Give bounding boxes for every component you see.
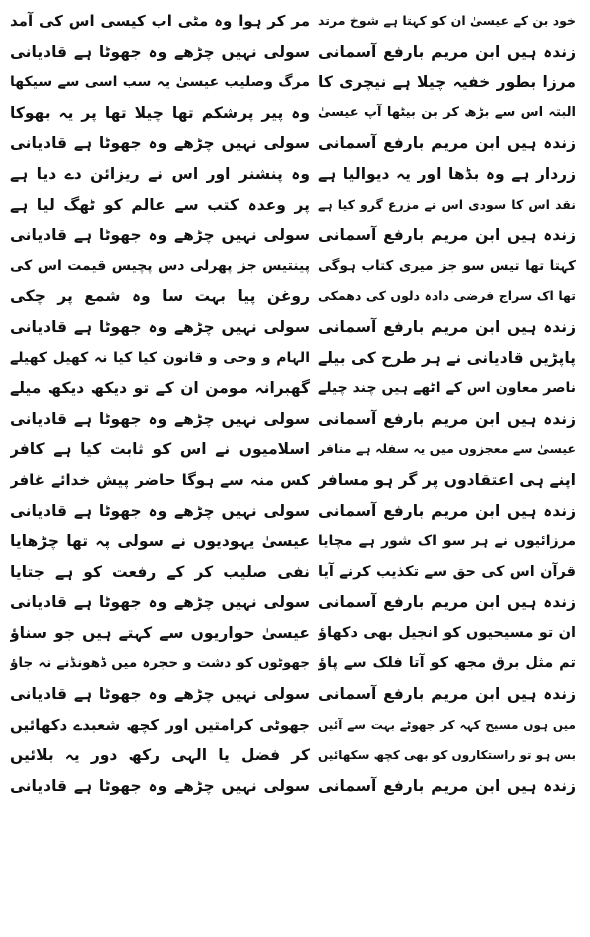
left-verse-line: پر وعدہ کتب سے عالم کو ٹھگ لیا ہے bbox=[10, 195, 310, 214]
left-verse-line: اسلامیوں نے اس کو ثابت کیا ہے کافر bbox=[10, 440, 310, 459]
left-verse-line: گھبرانہ مومن ان کے تو دیکھ دیکھ میلے bbox=[10, 379, 310, 398]
left-verse-line: مر کر ہوا وہ مٹی اب کیسی اس کی آمد bbox=[10, 12, 310, 30]
right-verse-line: عیسیٰ سے معجزوں میں یہ سفلہ ہے منافر bbox=[318, 441, 576, 457]
right-verse-line: نقد اس کا سودی اس نے مزرع گرو کیا ہے bbox=[318, 196, 576, 212]
left-verse-line: جھوٹوں کو دشت و حجرہ میں ڈھونڈنے نہ جاؤ bbox=[10, 655, 310, 672]
right-verse-line: خود بن کے عیسیٰ ان کو کہتا ہے شوخ مرتد bbox=[318, 13, 576, 28]
left-verse-line: سولی نہیں چڑھے وہ جھوٹا ہے قادیانی bbox=[10, 134, 310, 153]
right-verse-line: زندہ ہیں ابن مریم بارفع آسمانی bbox=[318, 409, 576, 428]
left-verse-line: سولی نہیں چڑھے وہ جھوٹا ہے قادیانی bbox=[10, 593, 310, 612]
right-verse-line: ناصر معاون اس کے اٹھے ہیں چند چیلے bbox=[318, 380, 576, 397]
right-verse-line: اپنے ہی اعتقادوں پر گر ہو مسافر bbox=[318, 470, 576, 489]
right-verse-line: البتہ اس سے بڑھ کر بن بیٹھا آپ عیسیٰ bbox=[318, 104, 576, 120]
right-verse-line: مرزائیوں نے ہر سو اک شور ہے مچایا bbox=[318, 533, 576, 550]
left-verse-line: نفی صلیب کر کے رفعت کو ہے جتایا bbox=[10, 562, 310, 581]
left-verse-line: پینتیس جز پھرلی دس پچیس قیمت اس کی bbox=[10, 257, 310, 274]
right-verse-line: پاپڑیں قادیانی نے ہر طرح کی بیلے bbox=[318, 348, 576, 367]
right-verse-line: زندہ ہیں ابن مریم بارفع آسمانی bbox=[318, 226, 576, 245]
right-verse-line: زندہ ہیں ابن مریم بارفع آسمانی bbox=[318, 501, 576, 520]
right-verse-line: زندہ ہیں ابن مریم بارفع آسمانی bbox=[318, 776, 576, 795]
right-verse-line: بس ہو تو راستکاروں کو بھی کچھ سکھائیں bbox=[318, 748, 576, 763]
right-verse-line: زندہ ہیں ابن مریم بارفع آسمانی bbox=[318, 42, 576, 61]
left-verse-line: سولی نہیں چڑھے وہ جھوٹا ہے قادیانی bbox=[10, 501, 310, 520]
right-verse-line: زردار ہے وہ بڈھا اور یہ دیوالیا ہے bbox=[318, 164, 576, 183]
left-verse-line: سولی نہیں چڑھے وہ جھوٹا ہے قادیانی bbox=[10, 776, 310, 795]
left-verse-line: سولی نہیں چڑھے وہ جھوٹا ہے قادیانی bbox=[10, 317, 310, 336]
right-verse-line: زندہ ہیں ابن مریم بارفع آسمانی bbox=[318, 593, 576, 612]
left-verse-line: روغن پیا بہت سا وہ شمع پر چکی bbox=[10, 287, 310, 306]
left-verse-line: مرگ وصلیب عیسیٰ یہ سب اسی سے سیکھا bbox=[10, 74, 310, 91]
left-verse-line: وہ پنشنر اور اس نے ریزائن دے دیا ہے bbox=[10, 164, 310, 183]
poem-column-right bbox=[318, 6, 576, 801]
right-verse-line: زندہ ہیں ابن مریم بارفع آسمانی bbox=[318, 317, 576, 336]
left-verse-line: الہام و وحی و قانون کیا کیا نہ کھیل کھیلے bbox=[10, 349, 310, 366]
left-verse-line: کس منہ سے ہوگا حاضر پیش خدائے غافر bbox=[10, 470, 310, 489]
right-verse-line: ان تو مسیحیوں کو انجیل بھی دکھاؤ bbox=[318, 624, 576, 641]
left-verse-line: کر فضل یا الہی رکھ دور یہ بلائیں bbox=[10, 746, 310, 765]
poem-column-left bbox=[10, 6, 310, 801]
left-verse-line: جھوٹی کرامتیں اور کچھ شعبدے دکھائیں bbox=[10, 715, 310, 734]
right-verse-line: تم مثل برق مجھ کو آتا فلک سے پاؤ bbox=[318, 655, 576, 672]
left-verse-line: سولی نہیں چڑھے وہ جھوٹا ہے قادیانی bbox=[10, 226, 310, 245]
left-verse-line: عیسیٰ حواریوں سے کہتے ہیں جو سناؤ bbox=[10, 623, 310, 642]
left-verse-line: عیسیٰ یہودیوں نے سولی پہ تھا چڑھایا bbox=[10, 532, 310, 551]
right-verse-line: کہتا تھا تیس سو جز میری کتاب ہوگی bbox=[318, 257, 576, 274]
right-verse-line: تھا اک سراج فرضی دادہ دلوں کی دھمکی bbox=[318, 288, 576, 304]
right-verse-line: زندہ ہیں ابن مریم بارفع آسمانی bbox=[318, 134, 576, 153]
left-verse-line: سولی نہیں چڑھے وہ جھوٹا ہے قادیانی bbox=[10, 685, 310, 704]
right-verse-line: قرآن اس کی حق سے تکذیب کرنے آیا bbox=[318, 563, 576, 580]
right-verse-line: میں ہوں مسیح کہہ کر جھوٹے بہت سے آئیں bbox=[318, 717, 576, 732]
left-verse-line: سولی نہیں چڑھے وہ جھوٹا ہے قادیانی bbox=[10, 409, 310, 428]
left-verse-line: وہ پیر پرشکم تھا چیلا تھا پر یہ بھوکا bbox=[10, 103, 310, 122]
right-verse-line: مرزا بطور خفیہ چیلا ہے نیچری کا bbox=[318, 73, 576, 92]
right-verse-line: زندہ ہیں ابن مریم بارفع آسمانی bbox=[318, 685, 576, 704]
left-verse-line: سولی نہیں چڑھے وہ جھوٹا ہے قادیانی bbox=[10, 42, 310, 61]
